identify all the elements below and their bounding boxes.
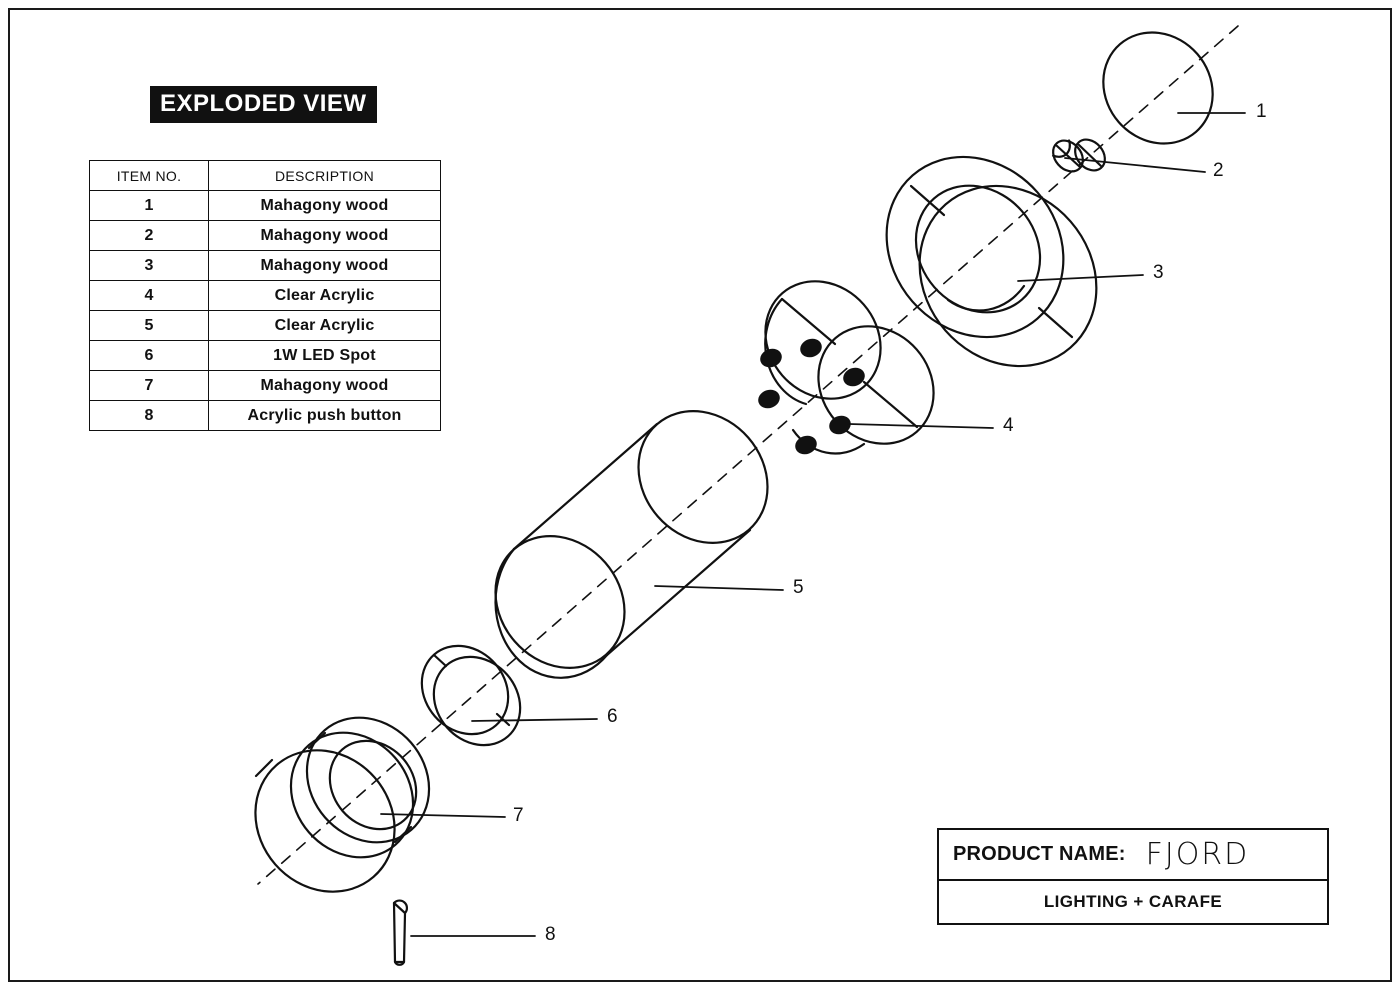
cell-item-no: 7 xyxy=(90,371,209,401)
table-row xyxy=(90,251,441,281)
balloon-label-6: 6 xyxy=(607,706,618,727)
cell-description: Mahagony wood xyxy=(209,191,441,221)
cell-description: Mahagony wood xyxy=(209,221,441,251)
balloon-label-3: 3 xyxy=(1153,262,1164,283)
cell-item-no: 1 xyxy=(90,191,209,221)
table-header-row xyxy=(90,161,441,191)
cell-item-no: 8 xyxy=(90,401,209,431)
title-block-row-product-name xyxy=(939,830,1327,881)
cell-item-no: 5 xyxy=(90,311,209,341)
title-block xyxy=(937,828,1329,925)
table-row xyxy=(90,191,441,221)
balloon-label-1: 1 xyxy=(1256,101,1267,122)
cell-description: 1W LED Spot xyxy=(209,341,441,371)
table-row xyxy=(90,371,441,401)
cell-description: Mahagony wood xyxy=(209,251,441,281)
cell-item-no: 3 xyxy=(90,251,209,281)
table-row xyxy=(90,401,441,431)
table-row xyxy=(90,311,441,341)
product-name-label: PRODUCT NAME: xyxy=(953,843,1126,865)
cell-description: Clear Acrylic xyxy=(209,311,441,341)
title-block-row-subtitle xyxy=(939,881,1327,923)
column-header-description: DESCRIPTION xyxy=(209,161,441,191)
product-name-value: FJORD xyxy=(1145,837,1250,872)
cell-description: Mahagony wood xyxy=(209,371,441,401)
balloon-label-8: 8 xyxy=(545,924,556,945)
cell-description: Acrylic push button xyxy=(209,401,441,431)
balloon-label-2: 2 xyxy=(1213,160,1224,181)
page-title: EXPLODED VIEW xyxy=(150,86,377,123)
balloon-label-7: 7 xyxy=(513,805,524,826)
cell-item-no: 4 xyxy=(90,281,209,311)
cell-item-no: 6 xyxy=(90,341,209,371)
table-row xyxy=(90,341,441,371)
bill-of-materials-table xyxy=(89,160,441,431)
balloon-label-5: 5 xyxy=(793,577,804,598)
column-header-item-no: ITEM NO. xyxy=(90,161,209,191)
cell-description: Clear Acrylic xyxy=(209,281,441,311)
cell-item-no: 2 xyxy=(90,221,209,251)
table-row xyxy=(90,221,441,251)
table-row xyxy=(90,281,441,311)
balloon-label-4: 4 xyxy=(1003,415,1014,436)
product-subtitle: LIGHTING + CARAFE xyxy=(1043,892,1223,911)
